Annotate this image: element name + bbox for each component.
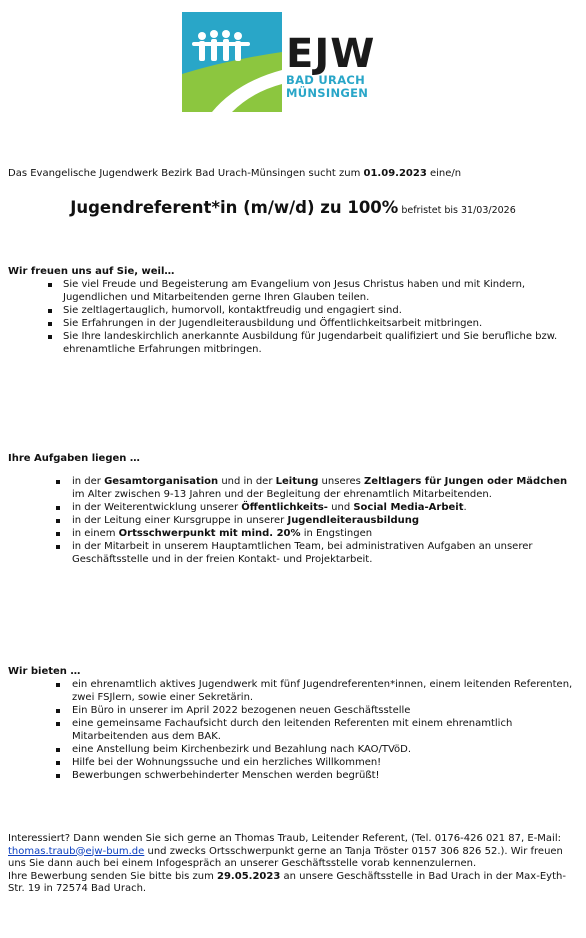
section-requirements (8, 265, 578, 356)
text: und zwecks Ortsschwerpunkt gerne an Tanja Tröster 0157 306 826 52.). Wir freuen uns Sie dann auch bei einem Infogespräch an unserer Geschäftsstelle vorab kennenzulernen. (8, 845, 563, 869)
contact-info (8, 833, 580, 896)
list-item (8, 514, 578, 527)
offer-list (8, 678, 578, 782)
list-item: Sie Ihre landeskirchlich anerkannte Ausbildung für Jugendarbeit qualifiziert und Sie berufliche bzw. ehrenamtliche Erfahrungen mitbringen. (8, 330, 578, 356)
list-item: Hilfe bei der Wohnungssuche und ein herzliches Willkommen! (8, 756, 578, 769)
intro-text-start: Das Evangelische Jugendwerk Bezirk Bad Urach-Münsingen sucht zum (8, 168, 364, 179)
text: und in der (218, 476, 276, 487)
text: an unsere Geschäftsstelle in Bad Urach in der Max-Eyth-Str. 19 in 72574 Bad Urach. (8, 870, 566, 894)
email-link[interactable]: thomas.traub@ejw-bum.de (8, 845, 145, 857)
intro-suffix: eine/n (426, 168, 462, 179)
ejw-logo-graphic (182, 12, 282, 112)
bold-text: Jugendleiterausbildung (287, 515, 420, 526)
list-item (8, 527, 578, 540)
text: Ihre Bewerbung senden Sie bitte bis zum (8, 870, 218, 882)
list-item (8, 501, 578, 514)
list-item: Sie Erfahrungen in der Jugendleiterausbildung und Öffentlichkeitsarbeit mitbringen. (8, 317, 578, 330)
bold-text: Social Media-Arbeit (353, 502, 464, 513)
list-item: ein ehrenamtlich aktives Jugendwerk mit fünf Jugendreferenten*innen, einem leitenden Referenten, zwei FSJlern, sowie einer Sekretärin. (8, 678, 578, 704)
section-requirements-heading: Wir freuen uns auf Sie, weil… (8, 266, 175, 277)
list-item: eine Anstellung beim Kirchenbezirk und Bezahlung nach KAO/TVöD. (8, 743, 578, 756)
text: und (327, 502, 354, 513)
bold-text: Ortsschwerpunkt mit mind. 20% (118, 528, 301, 539)
text: in der Weiterentwicklung unserer (72, 502, 242, 513)
text: Interessiert? Dann wenden Sie sich gerne an Thomas Traub, Leitender Referent, (Tel. 0176-426 021 87, E-Mail: (8, 833, 561, 844)
list-item: Ein Büro in unserer im April 2022 bezogenen neuen Geschäftsstelle (8, 704, 578, 717)
text: in Engstingen (300, 528, 373, 539)
list-item: Sie viel Freude und Begeisterung am Evangelium von Jesus Christus haben und mit Kindern, Jugendlichen und Mitarbeitenden gerne Ihren Glauben teilen. (8, 278, 578, 304)
list-item: eine gemeinsame Fachaufsicht durch den leitenden Referenten mit einem ehrenamtlich Mitarbeitenden aus dem BAK. (8, 717, 578, 743)
intro-text (8, 168, 461, 179)
application-deadline: 29.05.2023 (217, 870, 281, 882)
text: . (463, 502, 467, 513)
text: in der (72, 476, 105, 487)
list-item (8, 475, 578, 501)
list-item: in der Mitarbeit in unserem Hauptamtlichen Team, bei administrativen Aufgaben an unserer Geschäftsstelle und in der freien Kontakt- und Projektarbeit. (8, 540, 578, 566)
section-offer-heading: Wir bieten … (8, 666, 81, 677)
tasks-list (8, 475, 578, 566)
section-tasks (8, 452, 578, 566)
section-tasks-heading: Ihre Aufgaben liegen … (8, 453, 140, 464)
bold-text: Gesamtorganisation (104, 476, 219, 487)
logo-line-2: MÜNSINGEN (286, 86, 369, 100)
text: unseres (318, 476, 365, 487)
contact-paragraph (8, 833, 580, 871)
job-title-note: befristet bis 31/03/2026 (398, 205, 516, 216)
ejw-logo (182, 12, 404, 120)
bold-text: Leitung (275, 476, 319, 487)
application-paragraph (8, 871, 580, 896)
logo-line-1: BAD URACH (286, 73, 366, 87)
text: in der Leitung einer Kursgruppe in unserer (72, 515, 288, 526)
text: in einem (72, 528, 119, 539)
list-item: Sie zeltlagertauglich, humorvoll, kontaktfreudig und engagiert sind. (8, 304, 578, 317)
section-offer (8, 665, 578, 782)
logo-name: EJW (286, 31, 376, 77)
bold-text: Zeltlagers für Jungen oder Mädchen (364, 476, 568, 487)
start-date: 01.09.2023 (363, 168, 427, 179)
requirements-list (8, 278, 578, 356)
job-title-main: Jugendreferent*in (m/w/d) zu 100% (70, 198, 399, 217)
list-item: Bewerbungen schwerbehinderter Menschen werden begrüßt! (8, 769, 578, 782)
text: im Alter zwischen 9-13 Jahren und der Begleitung der ehrenamtlich Mitarbeitenden. (72, 489, 492, 500)
bold-text: Öffentlichkeits- (241, 502, 328, 513)
ejw-logo-text (286, 31, 376, 100)
job-title (0, 198, 586, 217)
